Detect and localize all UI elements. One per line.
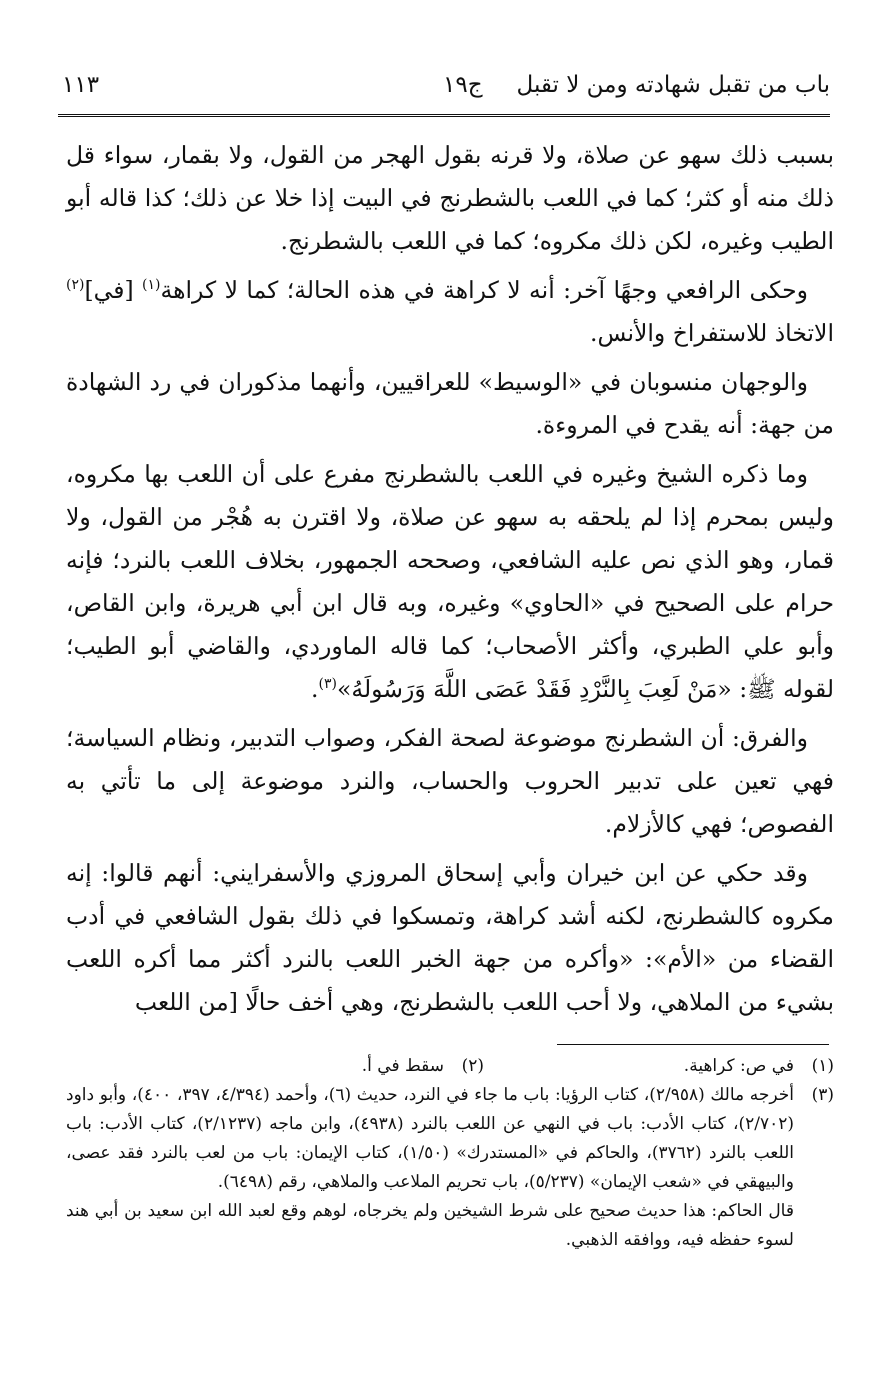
paragraph-text: الاتخاذ للاستفراخ والأنس. xyxy=(590,319,834,347)
running-header xyxy=(58,58,830,117)
footnote-text: سقط في أ. xyxy=(361,1056,444,1076)
footnote-ref: (٣) xyxy=(318,676,337,693)
paragraph: بسبب ذلك سهو عن صلاة، ولا قرنه بقول الهجر من القول، ولا بقمار، سواء قل ذلك منه أو كثر؛ كما في اللعب بالشطرنج في البيت إذا خلا عن ذلك؛ كذا قاله أبو الطيب وغيره، لكن ذلك مكروه؛ كما في اللعب بالشطرنج. xyxy=(66,141,834,255)
paragraph: والوجهان منسوبان في «الوسيط» للعراقيين، وأنهما مذكوران في رد الشهادة من جهة: أنه يقدح في المروءة. xyxy=(66,368,834,439)
footnote-ref: (١) xyxy=(142,277,161,294)
footnote-text: أخرجه مالك (٢/٩٥٨)، كتاب الرؤيا: باب ما جاء في النرد، حديث (٦)، وأحمد (٤/٣٩٤، ٣٩٧، ٤٠٠)، وأبو داود (٢/٧٠٢)، كتاب الأدب: باب في النهي عن اللعب بالنرد (٤٩٣٨)، وابن ماجه (٢/١٢٣٧)، كتاب الأدب: باب اللعب بالنرد (٣٧٦٢)، والحاكم في «المستدرك» (١/٥٠)، كتاب الإيمان: باب من لعب بالنرد فقد عصى، والبيهقي في «شعب الإيمان» (٥/٢٣٧)، باب تحريم الملاعب والملاهي، رقم (٦٤٩٨). xyxy=(66,1085,795,1192)
footnote-note: قال الحاكم: هذا حديث صحيح على شرط الشيخين ولم يخرجاه، لوهم وقع لعبد الله ابن سعيد بن أبي هند لسوء حفظه فيه، ووافقه الذهبي. xyxy=(66,1201,794,1250)
main-text xyxy=(66,134,834,1030)
paragraph-text: . xyxy=(311,675,319,703)
footnote-number: (٣) xyxy=(811,1085,834,1105)
footnote-number: (١) xyxy=(811,1056,834,1076)
chapter-title: باب من تقبل شهادته ومن لا تقبل xyxy=(516,72,830,98)
paragraph-text: وما ذكره الشيخ وغيره في اللعب بالشطرنج مفرع على أن اللعب بها مكروه، وليس بمحرم إذا لم يلحقه به سهو عن صلاة، ولا اقترن به هُجْر من القول، ولا قمار، وهو الذي نص عليه الشافعي، وصححه الجمهور، بخلاف اللعب بالنرد؛ فإنه حرام على الصحيح في «الحاوي» وغيره، وبه قال ابن أبي هريرة، وابن القاص، وأبو علي الطبري، وأكثر الأصحاب؛ كما قاله الماوردي، والقاضي أبو الطيب؛ لقوله ﷺ: «مَنْ لَعِبَ بِالنَّرْدِ فَقَدْ عَصَى اللَّهَ وَرَسُولَهُ» xyxy=(66,460,834,703)
paragraph: والفرق: أن الشطرنج موضوعة لصحة الفكر، وصواب التدبير، ونظام السياسة؛ فهي تعين على تدبير الحروب والحساب، والنرد موضوعة إلى ما تأتي به الفصوص؛ فهي كالأزلام. xyxy=(66,724,834,838)
footnote xyxy=(362,1052,484,1081)
footnote xyxy=(484,1052,834,1081)
footnote-separator xyxy=(557,1044,829,1045)
paragraph-text: [في] xyxy=(84,276,143,304)
volume-number: ج١٩ xyxy=(443,72,483,98)
footnotes xyxy=(66,1052,834,1255)
paragraph xyxy=(66,269,834,355)
footnote xyxy=(66,1081,834,1197)
paragraph: وقد حكي عن ابن خيران وأبي إسحاق المروزي والأسفرايني: أنهم قالوا: إنه مكروه كالشطرنج، لكنه أشد كراهة، وتمسكوا في ذلك بقول الشافعي في أدب القضاء من «الأم»: «وأكره من جهة الخبر اللعب بالنرد أكثر مما أكره اللعب بشيء من الملاهي، ولا أحب اللعب بالشطرنج، وهي أخف حالًا [من اللعب xyxy=(66,859,834,1016)
footnote-number: (٢) xyxy=(461,1056,484,1076)
footnote-row xyxy=(66,1052,834,1081)
paragraph-text: وحكى الرافعي وجهًا آخر: أنه لا كراهة في هذه الحالة؛ كما لا كراهة xyxy=(160,276,808,304)
page-number: ١١٣ xyxy=(62,72,100,98)
footnote-text: في ص: كراهية. xyxy=(683,1056,794,1076)
footnote-ref: (٢) xyxy=(66,277,85,294)
paragraph xyxy=(66,453,834,711)
